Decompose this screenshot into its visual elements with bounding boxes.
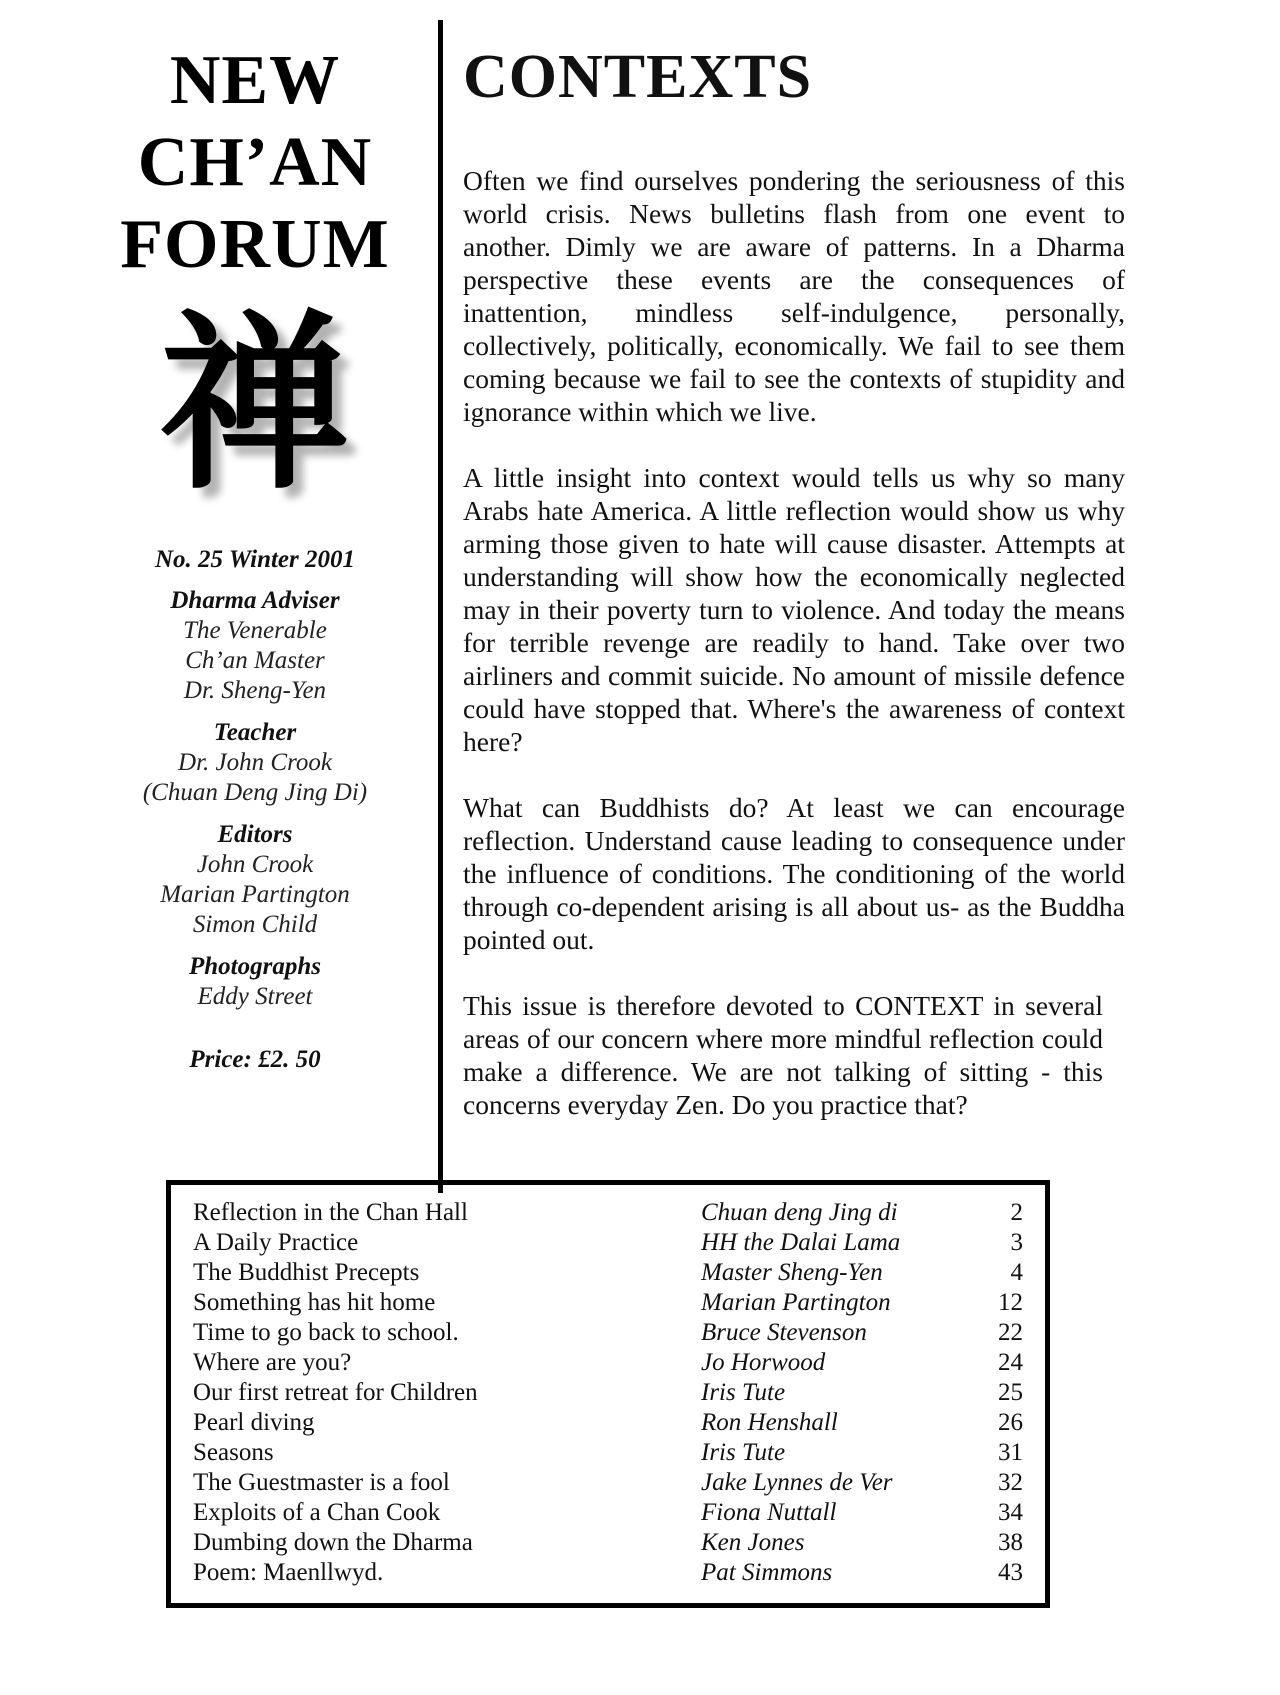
column-divider [438, 20, 443, 1193]
toc-title: Reflection in the Chan Hall [193, 1199, 468, 1226]
toc-row[interactable] [171, 1529, 1045, 1559]
toc-row[interactable] [171, 1409, 1045, 1439]
toc-row[interactable] [171, 1469, 1045, 1499]
toc-title: Seasons [193, 1439, 274, 1466]
dharma-adviser-line: Ch’an Master [185, 647, 325, 674]
article-paragraph: A little insight into context would tells us why so many Arabs hate America. A little reflection would show us why arming those given to hate will cause disaster. Attempts at understanding will show how the economically neglected may in their poverty turn to violence. And today the means for terrible revenge are readily to hand. Take over two airliners and commit suicide. No amount of missile defence could have stopped that. Where's the awareness of context here? [463, 462, 1125, 757]
toc-row[interactable] [171, 1259, 1045, 1289]
photographer-name: Eddy Street [197, 983, 313, 1010]
toc-page: 22 [998, 1319, 1023, 1346]
toc-page: 3 [1010, 1229, 1023, 1256]
article-paragraph: This issue is therefore devoted to CONTEXT in several areas of our concern where more mindful reflection could make a difference. We are not talking of sitting - this concerns everyday Zen. Do you practice that? [463, 990, 1103, 1120]
toc-author: Jo Horwood [701, 1349, 826, 1376]
toc-author: Iris Tute [701, 1379, 786, 1406]
toc-author: Pat Simmons [701, 1559, 833, 1586]
masthead-line-3: FORUM [120, 206, 390, 283]
teacher-label: Teacher [213, 719, 297, 746]
teacher-line: Dr. John Crook [178, 749, 332, 776]
toc-title: A Daily Practice [193, 1229, 359, 1256]
table-of-contents [166, 1180, 1050, 1608]
toc-title: Poem: Maenllwyd. [193, 1559, 384, 1586]
editor-name: Marian Partington [160, 881, 350, 908]
toc-page: 24 [998, 1349, 1023, 1376]
masthead [120, 40, 390, 286]
teacher-line: (Chuan Deng Jing Di) [142, 779, 368, 806]
article-title: CONTEXTS [463, 43, 813, 111]
toc-title: The Guestmaster is a fool [193, 1469, 450, 1496]
toc-title: Where are you? [193, 1349, 352, 1376]
issue-label: No. 25 Winter 2001 [154, 546, 356, 573]
toc-page: 12 [998, 1289, 1023, 1316]
article-paragraph: What can Buddhists do? At least we can encourage reflection. Understand cause leading to consequence under the influence of conditions. The conditioning of the world through co-dependent arising is all about us- as the Buddha pointed out. [463, 792, 1125, 955]
toc-page: 25 [998, 1379, 1023, 1406]
sidebar [120, 40, 390, 1074]
toc-page: 38 [998, 1529, 1023, 1556]
editor-name: John Crook [196, 851, 314, 878]
toc-row[interactable] [171, 1439, 1045, 1469]
toc-row[interactable] [171, 1349, 1045, 1379]
toc-row[interactable] [171, 1229, 1045, 1259]
editors-label: Editors [217, 821, 293, 848]
toc-title: Exploits of a Chan Cook [193, 1499, 441, 1526]
toc-author: Fiona Nuttall [701, 1499, 837, 1526]
toc-title: Our first retreat for Children [193, 1379, 478, 1406]
toc-title: Dumbing down the Dharma [193, 1529, 473, 1556]
masthead-line-2: CH’AN [137, 124, 373, 201]
chan-character-logo: 禅 [159, 294, 350, 515]
editorial-column [463, 40, 1125, 1154]
toc-author: Iris Tute [701, 1439, 786, 1466]
toc-page: 31 [998, 1439, 1023, 1466]
toc-page: 34 [998, 1499, 1023, 1526]
toc-row[interactable] [171, 1199, 1045, 1229]
article-paragraph: Often we find ourselves pondering the seriousness of this world crisis. News bulletins flash from one event to another. Dimly we are aware of patterns. In a Dharma perspective these events are the consequences of inattention, mindless self-indulgence, personally, collectively, politically, economically. We fail to see them coming because we fail to see the contexts of stupidity and ignorance within which we live. [463, 165, 1125, 427]
toc-row[interactable] [171, 1559, 1045, 1589]
toc-page: 32 [998, 1469, 1023, 1496]
price-label: Price: £2. 50 [189, 1046, 321, 1073]
editor-name: Simon Child [192, 911, 318, 938]
toc-author: Jake Lynnes de Ver [701, 1469, 893, 1496]
toc-author: Ron Henshall [701, 1409, 838, 1436]
toc-author: Chuan deng Jing di [701, 1199, 898, 1226]
toc-page: 2 [1010, 1199, 1023, 1226]
toc-row[interactable] [171, 1379, 1045, 1409]
dharma-adviser-line: The Venerable [183, 617, 327, 644]
dharma-adviser-line: Dr. Sheng-Yen [183, 677, 327, 704]
toc-title: Pearl diving [193, 1409, 315, 1436]
toc-row[interactable] [171, 1319, 1045, 1349]
toc-title: Something has hit home [193, 1289, 436, 1316]
toc-author: Ken Jones [701, 1529, 805, 1556]
photographs-label: Photographs [189, 953, 321, 980]
toc-page: 4 [1010, 1259, 1023, 1286]
toc-title: Time to go back to school. [193, 1319, 459, 1346]
toc-row[interactable] [171, 1289, 1045, 1319]
toc-author: Marian Partington [701, 1289, 891, 1316]
toc-row[interactable] [171, 1499, 1045, 1529]
toc-author: Master Sheng-Yen [701, 1259, 883, 1286]
toc-page: 26 [998, 1409, 1023, 1436]
toc-title: The Buddhist Precepts [193, 1259, 420, 1286]
toc-author: HH the Dalai Lama [701, 1229, 901, 1256]
dharma-adviser-label: Dharma Adviser [170, 587, 340, 614]
masthead-line-1: NEW [169, 42, 341, 119]
toc-author: Bruce Stevenson [701, 1319, 867, 1346]
toc-page: 43 [998, 1559, 1023, 1586]
